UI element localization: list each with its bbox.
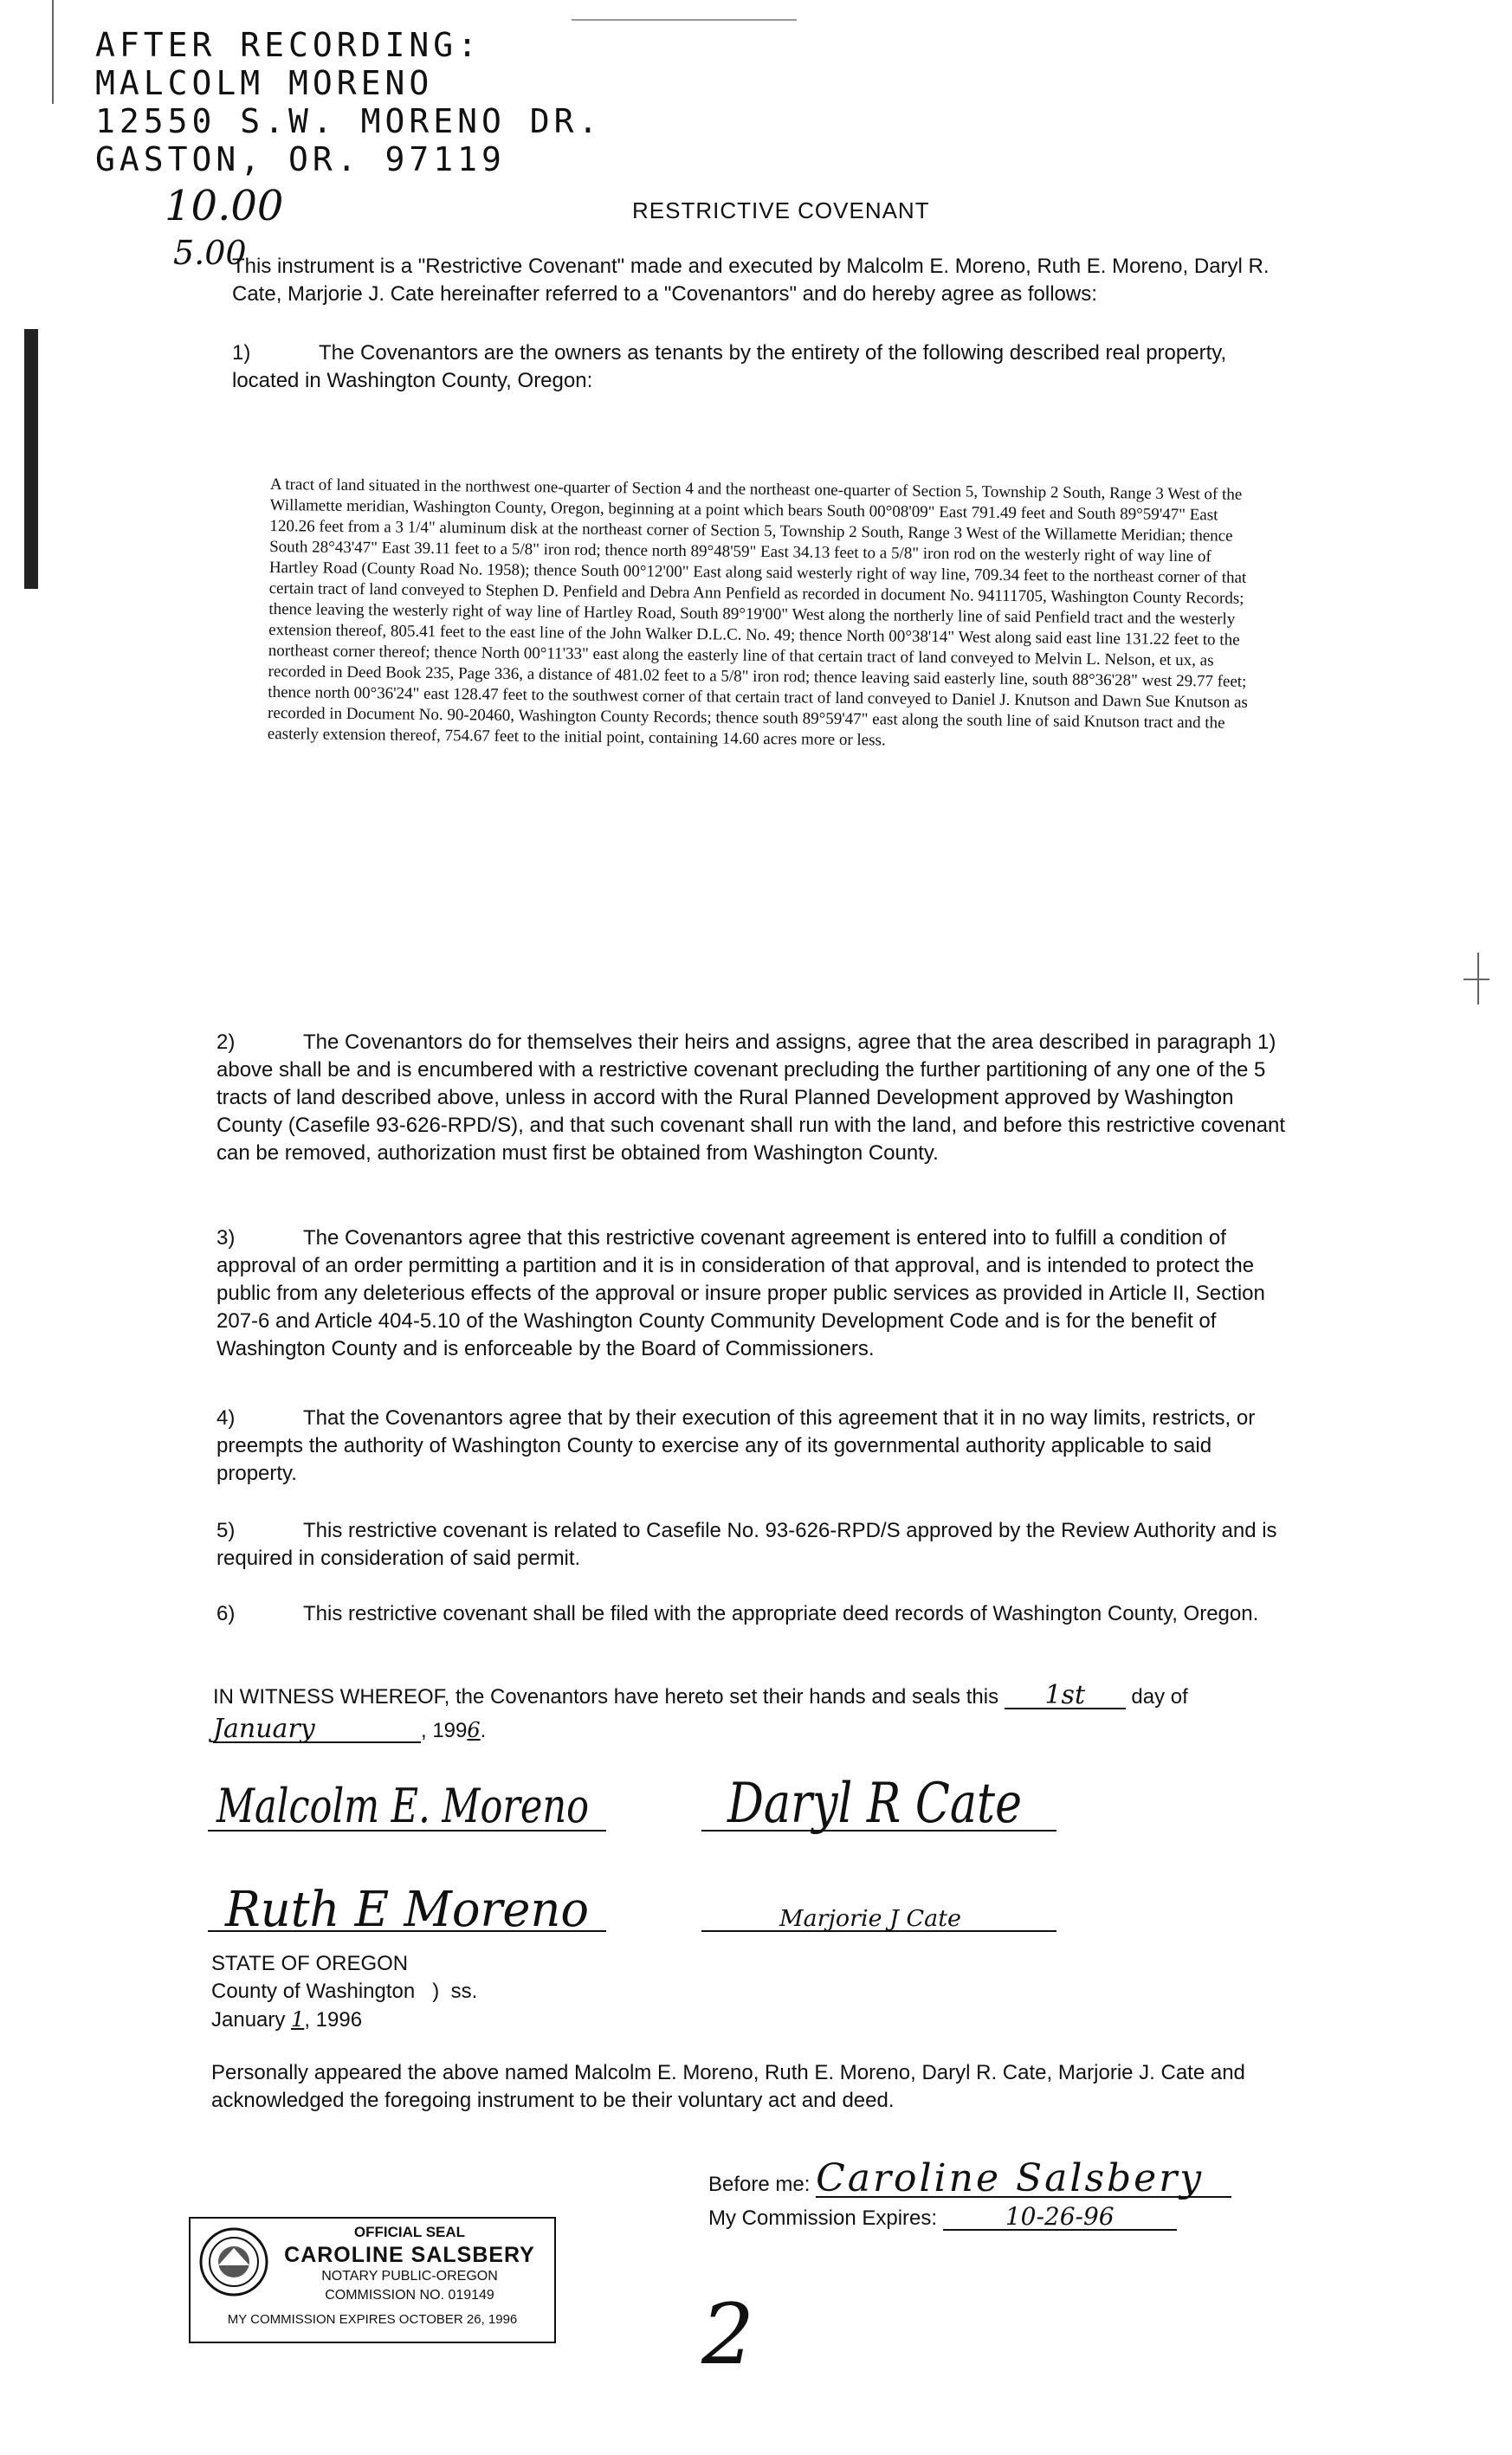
- paragraph-5-number: 5): [216, 1519, 236, 1542]
- witness-prefix: IN WITNESS WHEREOF, the Covenantors have hereto set their hands and seals this: [213, 1685, 999, 1709]
- seal-emblem-icon: [197, 2226, 270, 2298]
- commission-date: 10-26-96: [943, 2205, 1177, 2231]
- seal-expiry: MY COMMISSION EXPIRES OCTOBER 26, 1996: [227, 2312, 518, 2327]
- signature-4: Marjorie J Cate: [778, 1906, 961, 1932]
- witness-day: 1st: [1005, 1683, 1126, 1709]
- paragraph-4-number: 4): [216, 1406, 236, 1430]
- page-number: 2: [701, 2286, 755, 2383]
- return-address: [95, 26, 602, 178]
- witness-year-suffix: .: [480, 1719, 487, 1742]
- before-me-label: Before me:: [708, 2173, 811, 2196]
- witness-clause: [213, 1680, 1304, 1711]
- paragraph-2: [216, 1029, 1290, 1167]
- paragraph-4-text: That the Covenantors agree that by their execution of this agreement that it in no way limits, restricts, or preempts the authority of Washington County to exercise any of its governmental authority applicable to said property.: [216, 1406, 1256, 1485]
- left-margin-bar: [24, 329, 38, 589]
- return-address-line4: GASTON, OR. 97119: [95, 140, 506, 178]
- legal-description: A tract of land situated in the northwest one-quarter of Section 4 and the northeast one-quarter of Section 5, Township 2 South, Range 3 West of the Willamette meridian, Washington County, Oregon, beginning at a point which bears South 00°08'09" East 791.49 feet and South 89°59'47" East 120.26 feet from a 3 1/4" aluminum disk at the northeast corner of Section 5, Township 2 South, Range 3 West of the Willamette Meridian; thence South 28°43'47" East 39.11 feet to a 5/8" iron rod; thence north 89°48'59" East 34.13 feet to a 5/8" iron rod on the westerly right of way line of Hartley Road (County Road No. 1958); thence South 00°12'00" East along said westerly right of way line, 709.34 feet to the northeast corner of that certain tract of land conveyed to Stephen D. Penfield and Debra Ann Penfield as recorded in document No. 94111705, Washington County Records; thence leaving the westerly right of way line of Hartley Road, South 89°19'00" West along the northerly line of said Penfield tract and the westerly extension thereof, 805.41 feet to the east line of the John Walker D.L.C. No. 49; thence North 00°38'14" West along said east line 131.22 feet to the northeast corner thereof; thence North 00°11'33" east along the easterly line of that certain tract of land conveyed to Melvin L. Nelson, et ux, as recorded in Deed Book 235, Page 336, a distance of 481.02 feet to a 5/8" iron rod; thence leaving said easterly line, south 88°36'28" west 29.77 feet; thence north 00°36'24" east 128.47 feet to the southwest corner of that certain tract of land conveyed to Daniel J. Knutson and Dawn Sue Knutson as recorded in Document No. 90-20460, Washington County Records; thence south 89°59'47" east along the south line of said Knutson tract and the easterly extension thereof, 754.67 feet to the initial point, containing 14.60 acres more or less.: [267, 475, 1248, 750]
- paragraph-5-text: This restrictive covenant is related to Casefile No. 93-626-RPD/S approved by the Review Authority and is required in consideration of said permit.: [216, 1519, 1277, 1570]
- witness-date-line: [213, 1716, 486, 1745]
- paragraph-6: [216, 1600, 1290, 1628]
- witness-year-prefix: , 199: [421, 1719, 468, 1742]
- signature-1: Malcolm E. Moreno: [216, 1779, 589, 1833]
- paragraph-3-text: The Covenantors agree that this restrictive covenant agreement is entered into to fulfill a condition of approval of an order permitting a partition and it is in consideration of that approval, and is intended to protect the public from any deleterious effects of the approval or insure proper public services as provided in Article II, Section 207-6 and Article 404-5.10 of the Washington County Community Development Code and is for the benefit of Washington County and is enforceable by the Board of Commissioners.: [216, 1226, 1265, 1360]
- commission-label: My Commission Expires:: [708, 2206, 938, 2230]
- seal-commission: COMMISSION NO. 019149: [325, 2288, 494, 2303]
- paragraph-3: [216, 1224, 1290, 1363]
- seal-notary: NOTARY PUBLIC-OREGON: [321, 2269, 498, 2284]
- return-address-line1: AFTER RECORDING:: [95, 26, 482, 64]
- signature-2: Daryl R Cate: [727, 1772, 1022, 1836]
- witness-year-digit: 6: [467, 1718, 481, 1742]
- signature-3: Ruth E Moreno: [224, 1882, 589, 1938]
- top-rule: [572, 19, 797, 21]
- return-address-line3: 12550 S.W. MORENO DR.: [95, 102, 603, 140]
- witness-month: January: [213, 1717, 421, 1743]
- paragraph-1-text: The Covenantors are the owners as tenants by the entirety of the following described real property, located in Washington County, Oregon:: [232, 341, 1227, 392]
- official-seal: [189, 2217, 556, 2343]
- notary-venue: [211, 1950, 477, 2034]
- witness-day-suffix: day of: [1131, 1685, 1188, 1709]
- seal-heading: OFFICIAL SEAL: [353, 2224, 466, 2240]
- document-title: RESTRICTIVE COVENANT: [632, 197, 930, 223]
- paragraph-3-number: 3): [216, 1226, 236, 1250]
- paragraph-6-text: This restrictive covenant shall be filed with the appropriate deed records of Washington County, Oregon.: [303, 1602, 1259, 1625]
- paragraph-2-text: The Covenantors do for themselves their heirs and assigns, agree that the area described in paragraph 1) above shall be and is encumbered with a restrictive covenant precluding the further partitioning of any one of the 5 tracts of land described above, unless in accord with the Rural Planned Development approved by Washington County (Casefile 93-626-RPD/S), and that such covenant shall run with the land, and before this restrictive covenant can be removed, authorization must first be obtained from Washington County.: [216, 1030, 1285, 1165]
- paragraph-2-number: 2): [216, 1030, 236, 1054]
- paragraph-4: [216, 1405, 1290, 1488]
- return-address-line2: MALCOLM MORENO: [95, 64, 434, 102]
- fee-1: 10.00: [165, 182, 284, 230]
- right-margin-tick-2: [1464, 979, 1489, 980]
- acknowledgement: Personally appeared the above named Malcolm E. Moreno, Ruth E. Moreno, Daryl R. Cate, Marjorie J. Cate and acknowledged the foregoing instrument to be their voluntary act and deed.: [211, 2061, 1245, 2112]
- notary-signature: Caroline Salsbery: [816, 2161, 1231, 2198]
- before-me-line: [708, 2156, 1231, 2200]
- intro-paragraph: This instrument is a "Restrictive Covenant" made and executed by Malcolm E. Moreno, Ruth E. Moreno, Daryl R. Cate, Marjorie J. Cate hereinafter referred to a "Covenantors" and do hereby agree as follows:: [232, 255, 1270, 306]
- fee-2: 5.00: [173, 234, 247, 272]
- paragraph-1-number: 1): [232, 341, 251, 365]
- seal-name: CAROLINE SALSBERY: [284, 2243, 535, 2267]
- notary-county: County of Washington ) ss.: [211, 1980, 478, 2003]
- signatures-area: [191, 1767, 1056, 1957]
- notary-state: STATE OF OREGON: [211, 1952, 409, 1975]
- left-margin-tick: [52, 0, 54, 104]
- commission-line: [708, 2202, 1177, 2232]
- paragraph-5: [216, 1517, 1290, 1573]
- notary-date: January 1, 1996: [211, 2007, 363, 2032]
- paragraph-1: [232, 339, 1297, 395]
- paragraph-6-number: 6): [216, 1602, 236, 1625]
